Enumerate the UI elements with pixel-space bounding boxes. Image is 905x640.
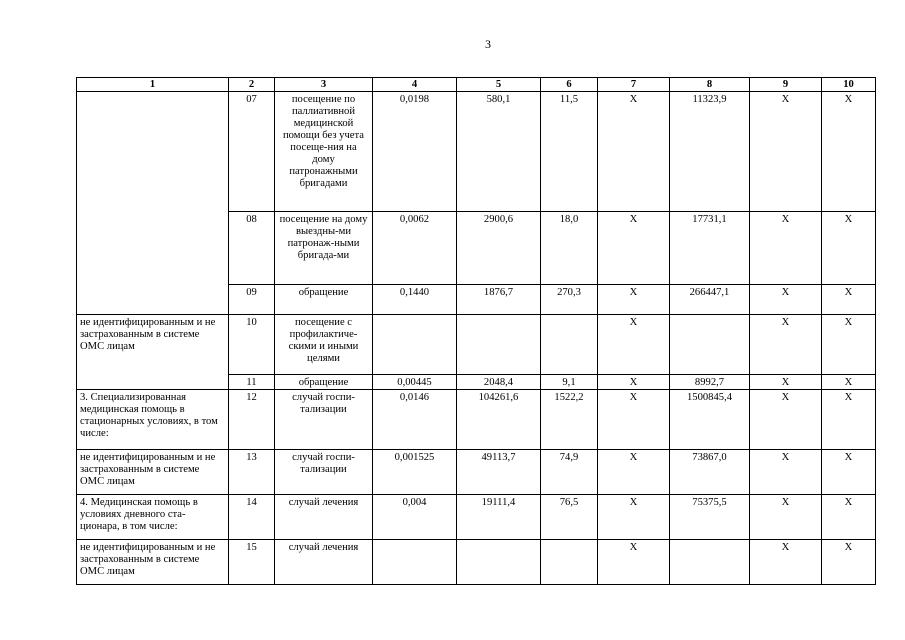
value-cell: Х [750,92,822,212]
value-cell: Х [822,390,876,450]
value-cell [457,540,541,585]
value-cell: 11323,9 [670,92,750,212]
value-cell: Х [598,285,670,315]
value-cell: Х [598,315,670,375]
value-cell: Х [750,540,822,585]
value-cell: Х [598,450,670,495]
value-cell: 270,3 [541,285,598,315]
value-cell: 17731,1 [670,212,750,285]
section-cell: 3. Специализированная медицинская помощь в стационарных условиях, в том числе: [77,390,229,450]
value-cell: Х [822,212,876,285]
value-cell: 0,00445 [373,375,457,390]
row-code: 13 [229,450,275,495]
table-row [77,495,876,540]
row-code: 14 [229,495,275,540]
column-header: 6 [541,78,598,92]
unit-cell: случай госпи-тализации [275,390,373,450]
table-row [77,450,876,495]
value-cell: 1522,2 [541,390,598,450]
row-code: 09 [229,285,275,315]
column-header: 5 [457,78,541,92]
value-cell: 2048,4 [457,375,541,390]
table-row [77,390,876,450]
data-table [76,77,876,585]
unit-cell: посещение по паллиативной медицинской помощи без учета посеще-ния на дому патронажными бригадами [275,92,373,212]
value-cell: 0,001525 [373,450,457,495]
value-cell: 76,5 [541,495,598,540]
value-cell: 19111,4 [457,495,541,540]
value-cell: Х [750,212,822,285]
column-header: 7 [598,78,670,92]
value-cell: 2900,6 [457,212,541,285]
value-cell: Х [598,495,670,540]
page-number: 3 [485,37,491,51]
section-cell: не идентифицированным и не застрахованным в системе ОМС лицам [77,450,229,495]
value-cell: 0,0146 [373,390,457,450]
value-cell: Х [822,92,876,212]
row-code: 12 [229,390,275,450]
section-cell: 4. Медицинская помощь в условиях дневного ста-ционара, в том числе: [77,495,229,540]
value-cell: Х [822,375,876,390]
value-cell: Х [822,450,876,495]
value-cell: 18,0 [541,212,598,285]
value-cell [541,315,598,375]
unit-cell: обращение [275,285,373,315]
column-header: 4 [373,78,457,92]
value-cell: 0,1440 [373,285,457,315]
value-cell: Х [750,495,822,540]
unit-cell: посещение на дому выездны-ми патронаж-ными бригада-ми [275,212,373,285]
value-cell: Х [822,315,876,375]
value-cell: Х [822,495,876,540]
table-row [77,92,876,212]
column-header: 2 [229,78,275,92]
value-cell: 49113,7 [457,450,541,495]
section-cell [77,92,229,315]
value-cell: 75375,5 [670,495,750,540]
value-cell: Х [750,375,822,390]
row-code: 08 [229,212,275,285]
value-cell: Х [598,212,670,285]
row-code: 10 [229,315,275,375]
value-cell: Х [598,92,670,212]
value-cell [457,315,541,375]
table-row [77,315,876,375]
row-code: 15 [229,540,275,585]
value-cell: 0,0198 [373,92,457,212]
unit-cell: обращение [275,375,373,390]
column-header: 1 [77,78,229,92]
value-cell: Х [750,450,822,495]
header-row [77,78,876,92]
value-cell: 580,1 [457,92,541,212]
value-cell: 8992,7 [670,375,750,390]
value-cell: Х [598,390,670,450]
value-cell: Х [822,285,876,315]
value-cell: 73867,0 [670,450,750,495]
column-header: 3 [275,78,373,92]
unit-cell: случай лечения [275,540,373,585]
value-cell: Х [822,540,876,585]
value-cell: 9,1 [541,375,598,390]
unit-cell: посещение с профилактиче-скими и иными целями [275,315,373,375]
value-cell [541,540,598,585]
value-cell [373,315,457,375]
unit-cell: случай лечения [275,495,373,540]
column-header: 8 [670,78,750,92]
value-cell: Х [750,390,822,450]
value-cell: Х [598,375,670,390]
value-cell: Х [598,540,670,585]
row-code: 11 [229,375,275,390]
value-cell [373,540,457,585]
value-cell: 11,5 [541,92,598,212]
value-cell: 1876,7 [457,285,541,315]
row-code: 07 [229,92,275,212]
section-cell: не идентифицированным и не застрахованным в системе ОМС лицам [77,315,229,390]
value-cell [670,315,750,375]
column-header: 10 [822,78,876,92]
unit-cell: случай госпи-тализации [275,450,373,495]
value-cell: 266447,1 [670,285,750,315]
column-header: 9 [750,78,822,92]
table-row [77,540,876,585]
value-cell: 0,0062 [373,212,457,285]
value-cell: Х [750,315,822,375]
value-cell [670,540,750,585]
value-cell: 0,004 [373,495,457,540]
section-cell: не идентифицированным и не застрахованным в системе ОМС лицам [77,540,229,585]
value-cell: 104261,6 [457,390,541,450]
value-cell: 74,9 [541,450,598,495]
value-cell: 1500845,4 [670,390,750,450]
value-cell: Х [750,285,822,315]
